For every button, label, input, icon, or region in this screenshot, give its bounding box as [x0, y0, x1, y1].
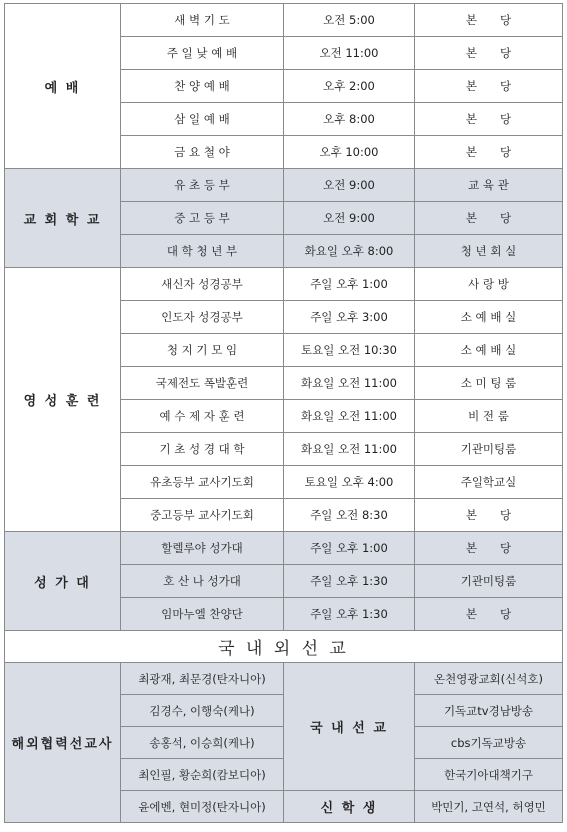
mission-row	[5, 663, 563, 695]
event-name-cell: 새 벽 기 도	[121, 4, 284, 37]
event-time-cell: 오후 8:00	[284, 103, 415, 136]
event-place-cell: 주일학교실	[415, 466, 563, 499]
seminary-student-label: 신 학 생	[284, 791, 415, 823]
event-time-cell: 오전 9:00	[284, 169, 415, 202]
event-name-cell: 호 산 나 성가대	[121, 565, 284, 598]
category-cell: 교 회 학 교	[5, 169, 121, 268]
event-time-cell: 주일 오후 3:00	[284, 301, 415, 334]
missionary-name-cell: 김경수, 이행숙(케나)	[121, 695, 284, 727]
category-cell: 예 배	[5, 4, 121, 169]
event-place-cell: 본 당	[415, 598, 563, 631]
event-name-cell: 중고등부 교사기도회	[121, 499, 284, 532]
event-time-cell: 오후 10:00	[284, 136, 415, 169]
event-time-cell: 화요일 오전 11:00	[284, 400, 415, 433]
event-place-cell: 소 미 팅 룸	[415, 367, 563, 400]
event-name-cell: 새신자 성경공부	[121, 268, 284, 301]
missionary-name-cell: 윤에벤, 현미정(탄자니아)	[121, 791, 284, 823]
category-cell: 영 성 훈 련	[5, 268, 121, 532]
event-time-cell: 주일 오전 8:30	[284, 499, 415, 532]
event-name-cell: 대 학 청 년 부	[121, 235, 284, 268]
event-name-cell: 금 요 철 야	[121, 136, 284, 169]
event-time-cell: 주일 오후 1:00	[284, 532, 415, 565]
event-time-cell: 주일 오후 1:30	[284, 598, 415, 631]
domestic-mission-cell: 한국기아대책기구	[415, 759, 563, 791]
schedule-row	[5, 268, 563, 301]
event-place-cell: 본 당	[415, 103, 563, 136]
event-time-cell: 오전 11:00	[284, 37, 415, 70]
event-place-cell: 소 예 배 실	[415, 334, 563, 367]
schedule-row	[5, 169, 563, 202]
overseas-missionary-label: 해외협력선교사	[5, 663, 121, 823]
event-time-cell: 주일 오후 1:30	[284, 565, 415, 598]
event-place-cell: 기관미팅룸	[415, 433, 563, 466]
event-name-cell: 예 수 제 자 훈 련	[121, 400, 284, 433]
schedule-row	[5, 4, 563, 37]
event-name-cell: 기 초 성 경 대 학	[121, 433, 284, 466]
event-time-cell: 오후 2:00	[284, 70, 415, 103]
event-name-cell: 인도자 성경공부	[121, 301, 284, 334]
event-place-cell: 본 당	[415, 499, 563, 532]
event-time-cell: 화요일 오전 11:00	[284, 433, 415, 466]
schedule-table	[4, 3, 563, 823]
event-place-cell: 청 년 회 실	[415, 235, 563, 268]
mission-banner: 국 내 외 선 교	[5, 631, 563, 663]
event-time-cell: 토요일 오후 4:00	[284, 466, 415, 499]
event-time-cell: 화요일 오후 8:00	[284, 235, 415, 268]
event-place-cell: 소 예 배 실	[415, 301, 563, 334]
event-time-cell: 오전 5:00	[284, 4, 415, 37]
event-place-cell: 본 당	[415, 70, 563, 103]
domestic-mission-label: 국 내 선 교	[284, 663, 415, 791]
domestic-mission-cell: cbs기독교방송	[415, 727, 563, 759]
event-time-cell: 오전 9:00	[284, 202, 415, 235]
event-place-cell: 본 당	[415, 4, 563, 37]
event-name-cell: 삼 일 예 배	[121, 103, 284, 136]
domestic-mission-cell: 온천영광교회(신석호)	[415, 663, 563, 695]
event-name-cell: 유초등부 교사기도회	[121, 466, 284, 499]
schedule-row	[5, 532, 563, 565]
category-cell: 성 가 대	[5, 532, 121, 631]
event-place-cell: 본 당	[415, 532, 563, 565]
mission-banner-row	[5, 631, 563, 663]
missionary-name-cell: 송홍석, 이승희(케나)	[121, 727, 284, 759]
event-place-cell: 교 육 관	[415, 169, 563, 202]
seminary-students-cell: 박민기, 고연석, 허영민	[415, 791, 563, 823]
event-name-cell: 임마누엘 찬양단	[121, 598, 284, 631]
event-place-cell: 사 랑 방	[415, 268, 563, 301]
event-place-cell: 본 당	[415, 136, 563, 169]
event-time-cell: 주일 오후 1:00	[284, 268, 415, 301]
event-place-cell: 본 당	[415, 202, 563, 235]
event-time-cell: 화요일 오전 11:00	[284, 367, 415, 400]
missionary-name-cell: 최인필, 황순희(캄보디아)	[121, 759, 284, 791]
event-name-cell: 찬 양 예 배	[121, 70, 284, 103]
event-name-cell: 유 초 등 부	[121, 169, 284, 202]
event-name-cell: 할렐루야 성가대	[121, 532, 284, 565]
event-place-cell: 비 전 룸	[415, 400, 563, 433]
event-place-cell: 본 당	[415, 37, 563, 70]
event-name-cell: 주 일 낮 예 배	[121, 37, 284, 70]
event-place-cell: 기관미팅룸	[415, 565, 563, 598]
event-time-cell: 토요일 오전 10:30	[284, 334, 415, 367]
event-name-cell: 청 지 기 모 임	[121, 334, 284, 367]
event-name-cell: 중 고 등 부	[121, 202, 284, 235]
domestic-mission-cell: 기독교tv경남방송	[415, 695, 563, 727]
missionary-name-cell: 최광재, 최문경(탄자니아)	[121, 663, 284, 695]
event-name-cell: 국제전도 폭발훈련	[121, 367, 284, 400]
